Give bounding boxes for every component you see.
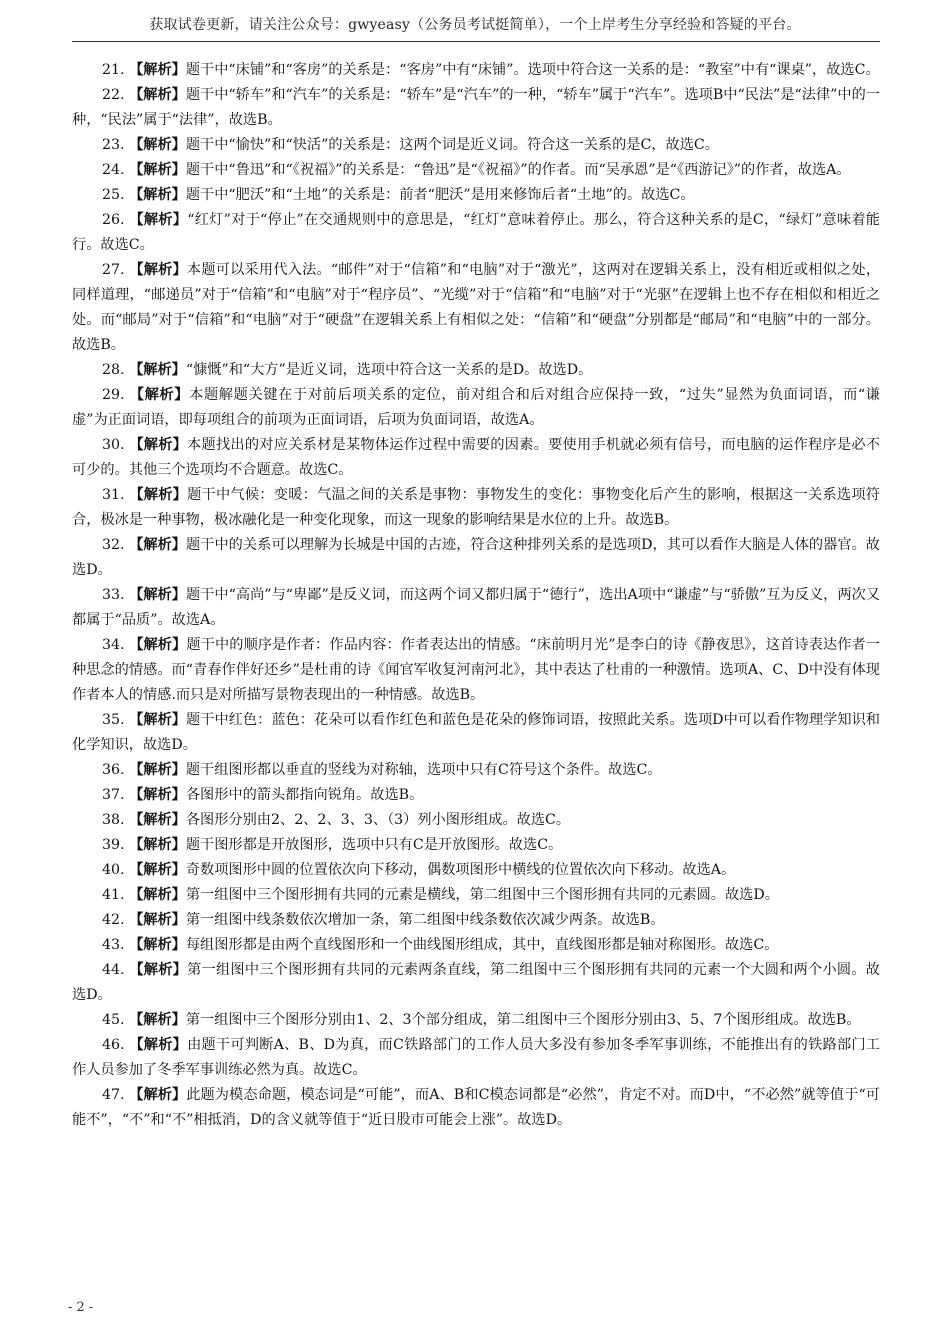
- analysis-tag: 【解析】: [129, 962, 188, 978]
- explanation-text: 题干图形都是开放图形，选项中只有C是开放图形。故选C。: [185, 837, 563, 853]
- explanation-item: [72, 1083, 880, 1133]
- analysis-tag: 【解析】: [129, 137, 186, 153]
- analysis-tag: 【解析】: [129, 637, 187, 653]
- explanation-text: 本题可以采用代入法。“邮件”对于“信箱”和“电脑”对于“激光”，这两对在逻辑关系上，没有相近或相似之处，同样道理，“邮递员”对于“信箱”和“电脑”对于“程序员”、“光缆”对于“信箱”和“电脑”对于“光驱”在逻辑上也不存在相似和相近之处。而“邮局”对于“信箱”和“电脑”对于“硬盘”在逻辑关系上有相似之处：“信箱”和“硬盘”分别都是“邮局”和“电脑”中的一部分。故选B。: [72, 262, 881, 353]
- explanation-item: [72, 83, 880, 133]
- explanation-item: [72, 858, 880, 883]
- analysis-tag: 【解析】: [129, 762, 186, 778]
- explanation-item: [72, 908, 880, 933]
- question-number: 44.: [102, 962, 125, 978]
- explanation-text: 题干中的关系可以理解为长城是中国的古迹，符合这种排列关系的是选项D，其可以看作大脑是人体的器官。故选D。: [72, 537, 880, 578]
- explanation-text: 本题找出的对应关系材是某物体运作过程中需要的因素。要使用手机就必须有信号，而电脑的运作程序是必不可少的。其他三个选项均不合题意。故选C。: [72, 437, 880, 478]
- analysis-tag: 【解析】: [129, 1012, 186, 1028]
- analysis-tag: 【解析】: [129, 587, 186, 603]
- question-number: 29.: [102, 387, 125, 403]
- question-number: 35.: [102, 712, 125, 728]
- explanation-item: [72, 483, 880, 533]
- explanation-item: [72, 783, 880, 808]
- explanation-text: 题干中“鲁迅”和“《祝福》”的关系是：“鲁迅”是“《祝福》”的作者。而“吴承恩”是“《西游记》”的作者，故选A。: [185, 162, 851, 178]
- question-number: 39.: [102, 837, 125, 853]
- explanation-text: 题干中红色：蓝色：花朵可以看作红色和蓝色是花朵的修饰词语，按照此关系。选项D中可以看作物理学知识和化学知识，故选D。: [72, 712, 880, 753]
- analysis-tag: 【解析】: [129, 712, 187, 728]
- question-number: 36.: [102, 762, 125, 778]
- explanation-item: [72, 933, 880, 958]
- explanation-text: 题干中的顺序是作者：作品内容：作者表达出的情感。“床前明月光”是李白的诗《静夜思》，这首诗表达作者一种思念的情感。而“青春作伴好还乡”是杜甫的诗《闻官军收复河南河北》，其中表达了杜甫的一种激情。选项A、C、D中没有体现作者本人的情感.而只是对所描写景物表现出的一种情感。故选B。: [72, 637, 880, 703]
- analysis-tag: 【解析】: [129, 912, 186, 928]
- analysis-tag: 【解析】: [129, 362, 186, 378]
- analysis-tag: 【解析】: [129, 387, 190, 403]
- explanation-text: 题干中“轿车”和“汽车”的关系是：“轿车”是“汽车”的一种，“轿车”属于“汽车”。选项B中“民法”是“法律”中的一种，“民法”属于“法律”，故选B。: [72, 87, 880, 128]
- analysis-tag: 【解析】: [129, 862, 186, 878]
- analysis-tag: 【解析】: [129, 837, 186, 853]
- analysis-tag: 【解析】: [129, 187, 186, 203]
- explanation-item: [72, 208, 880, 258]
- question-number: 32.: [102, 537, 125, 553]
- explanation-text: 各图形分别由2、2、2、3、3、（3）列小图形组成。故选C。: [185, 812, 571, 828]
- explanation-item: [72, 158, 880, 183]
- analysis-tag: 【解析】: [129, 1037, 188, 1053]
- question-number: 43.: [102, 937, 125, 953]
- explanation-text: “慷慨”和“大方”是近义词，选项中符合这一关系的是D。故选D。: [185, 362, 593, 378]
- explanation-item: [72, 133, 880, 158]
- question-number: 25.: [102, 187, 125, 203]
- explanation-text: 此题为模态命题，模态词是“可能”，而A、B和C模态词都是“必然”，肯定不对。而D中，“不必然”就等值于“可能不”，“不”和“不”相抵消，D的含义就等值于“近日股市可能会上涨”。故选D。: [72, 1087, 880, 1128]
- explanation-text: 第一组图中三个图形拥有共同的元素两条直线，第二组图中三个图形拥有共同的元素一个大圆和两个小圆。故选D。: [72, 962, 880, 1003]
- explanation-item: [72, 433, 880, 483]
- explanation-text: 题干中“床铺”和“客房”的关系是：“客房”中有“床铺”。选项中符合这一关系的是：“教室”中有“课桌”，故选C。: [185, 62, 880, 78]
- question-number: 34.: [102, 637, 125, 653]
- explanation-item: [72, 58, 880, 83]
- explanation-text: “红灯”对于“停止”在交通规则中的意思是，“红灯”意味着停止。那么，符合这种关系的是C，“绿灯”意味着能行。故选C。: [72, 212, 880, 253]
- explanation-item: [72, 258, 880, 358]
- explanation-text: 由题干可判断A、B、D为真，而C铁路部门的工作人员大多没有参加冬季军事训练，不能推出有的铁路部门工作人员参加了冬季军事训练必然为真。故选C。: [72, 1037, 880, 1078]
- analysis-tag: 【解析】: [129, 212, 188, 228]
- page-number: - 2 -: [68, 1300, 94, 1315]
- answer-explanations: [72, 58, 880, 1133]
- question-number: 24.: [102, 162, 125, 178]
- analysis-tag: 【解析】: [129, 62, 186, 78]
- explanation-item: [72, 583, 880, 633]
- explanation-item: [72, 833, 880, 858]
- analysis-tag: 【解析】: [129, 262, 187, 278]
- explanation-text: 题干中“肥沃”和“土地”的关系是：前者“肥沃”是用来修饰后者“土地”的。故选C。: [185, 187, 695, 203]
- analysis-tag: 【解析】: [129, 1087, 187, 1103]
- explanation-text: 题干中“愉快”和“快活”的关系是：这两个词是近义词。符合这一关系的是C，故选C。: [185, 137, 719, 153]
- explanation-text: 题干中“高尚”与“卑鄙”是反义词，而这两个词又都归属于“德行”，选出A项中“谦虚”与“骄傲”互为反义，两次又都属于“品质”。故选A。: [72, 587, 880, 628]
- question-number: 46.: [102, 1037, 125, 1053]
- question-number: 47.: [102, 1087, 125, 1103]
- analysis-tag: 【解析】: [129, 162, 186, 178]
- explanation-item: [72, 183, 880, 208]
- explanation-item: [72, 883, 880, 908]
- analysis-tag: 【解析】: [129, 437, 188, 453]
- question-number: 22.: [102, 87, 125, 103]
- explanation-item: [72, 533, 880, 583]
- explanation-item: [72, 958, 880, 1008]
- explanation-text: 各图形中的箭头都指向锐角。故选B。: [185, 787, 424, 803]
- question-number: 41.: [102, 887, 125, 903]
- explanation-text: 本题解题关键在于对前后项关系的定位，前对组合和后对组合应保持一致，“过失”显然为负面词语，而“谦虚”为正面词语，即每项组合的前项为正面词语，后项为负面词语，故选A。: [72, 387, 880, 428]
- explanation-item: [72, 708, 880, 758]
- explanation-item: [72, 383, 880, 433]
- analysis-tag: 【解析】: [129, 887, 186, 903]
- question-number: 40.: [102, 862, 125, 878]
- question-number: 28.: [102, 362, 125, 378]
- analysis-tag: 【解析】: [129, 87, 186, 103]
- explanation-item: [72, 1033, 880, 1083]
- page-header: 获取试卷更新，请关注公众号：gwyeasy（公务员考试挺简单），一个上岸考生分享经验和答疑的平台。: [149, 17, 801, 33]
- explanation-text: 奇数项图形中圆的位置依次向下移动，偶数项图形中横线的位置依次向下移动。故选A。: [185, 862, 736, 878]
- explanation-text: 题干中气候：变暖：气温之间的关系是事物：事物发生的变化：事物变化后产生的影响，根据这一关系选项符合，极冰是一种事物，极冰融化是一种变化现象，而这一现象的影响结果是水位的上升。故选B。: [72, 487, 880, 528]
- question-number: 42.: [102, 912, 125, 928]
- explanation-text: 第一组图中三个图形拥有共同的元素是横线，第二组图中三个图形拥有共同的元素圆。故选D。: [185, 887, 779, 903]
- explanation-text: 第一组图中线条数依次增加一条，第二组图中线条数依次减少两条。故选B。: [185, 912, 665, 928]
- explanation-item: [72, 1008, 880, 1033]
- explanation-item: [72, 633, 880, 708]
- question-number: 31.: [102, 487, 125, 503]
- explanation-text: 每组图形都是由两个直线图形和一个曲线图形组成，其中，直线图形都是轴对称图形。故选C。: [185, 937, 779, 953]
- question-number: 30.: [102, 437, 125, 453]
- analysis-tag: 【解析】: [129, 787, 186, 803]
- explanation-text: 题干组图形都以垂直的竖线为对称轴，选项中只有C符号这个条件。故选C。: [185, 762, 662, 778]
- question-number: 21.: [102, 62, 125, 78]
- analysis-tag: 【解析】: [129, 937, 186, 953]
- explanation-text: 第一组图中三个图形分别由1、2、3个部分组成，第二组图中三个图形分别由3、5、7个图形组成。故选B。: [185, 1012, 861, 1028]
- question-number: 37.: [102, 787, 125, 803]
- explanation-item: [72, 758, 880, 783]
- analysis-tag: 【解析】: [129, 537, 187, 553]
- header-divider: [72, 41, 880, 42]
- analysis-tag: 【解析】: [129, 487, 188, 503]
- analysis-tag: 【解析】: [129, 812, 186, 828]
- question-number: 26.: [102, 212, 125, 228]
- question-number: 27.: [102, 262, 125, 278]
- question-number: 45.: [102, 1012, 125, 1028]
- question-number: 38.: [102, 812, 125, 828]
- explanation-item: [72, 808, 880, 833]
- explanation-item: [72, 358, 880, 383]
- question-number: 33.: [102, 587, 125, 603]
- question-number: 23.: [102, 137, 125, 153]
